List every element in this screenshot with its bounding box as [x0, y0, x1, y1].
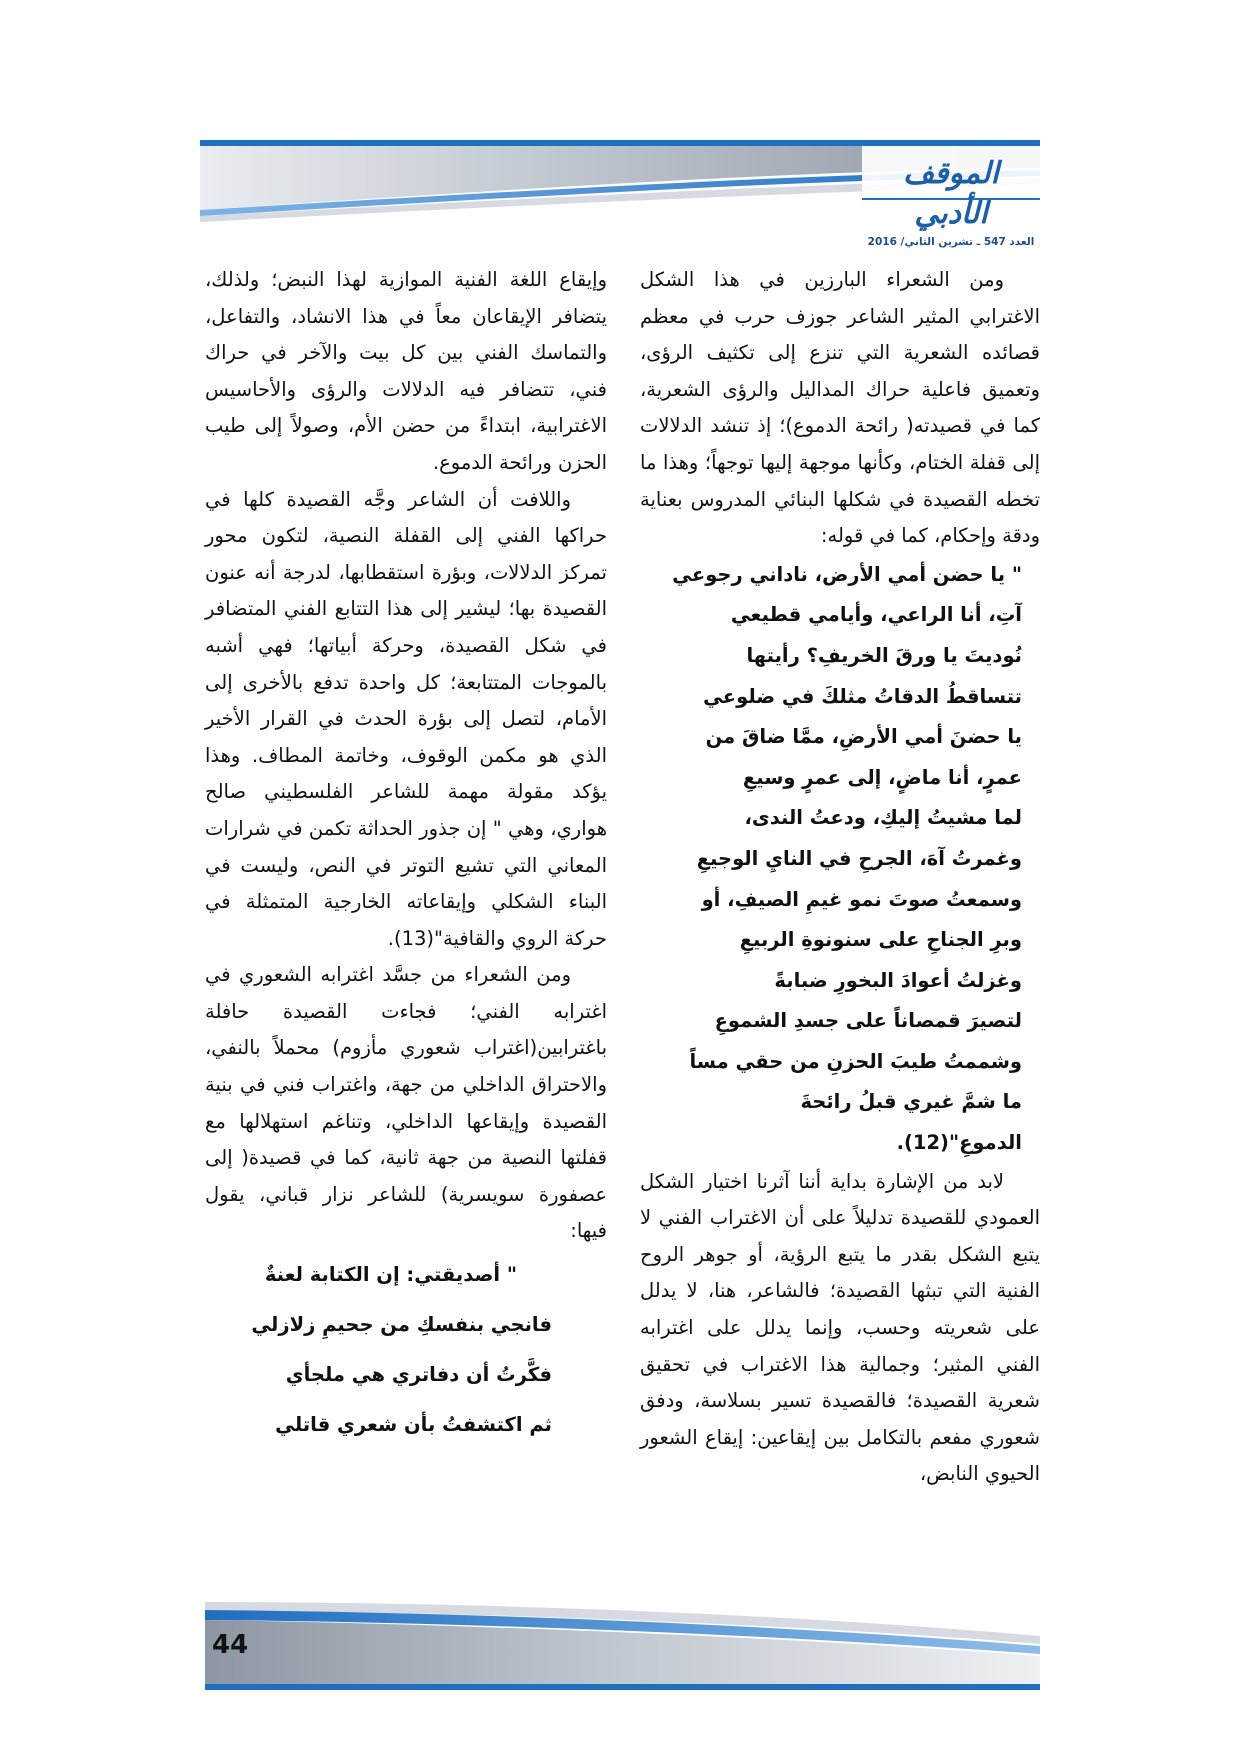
- poem-line: وشممتُ طيبَ الحزنِ من حقي مساً: [689, 1049, 1022, 1073]
- poem-line: لتصيرَ قمصاناً على جسدِ الشموعِ: [714, 1009, 1022, 1033]
- right-column: [640, 262, 1040, 1493]
- poem-line: فانجي بنفسكِ من جحيمِ زلازلي: [251, 1313, 552, 1337]
- poem-line: عمرٍ، أنا ماضٍ، إلى عمرٍ وسيعِ: [742, 765, 1022, 789]
- poem-line: وسمعتُ صوتَ نمو غيمِ الصيفِ، أو: [701, 887, 1022, 911]
- left-column: [205, 262, 607, 1450]
- poem-line: ما شمَّ غيري قبلُ رائحةَ: [800, 1090, 1022, 1114]
- poem-line: تتساقطُ الدقاتُ مثلكَ في ضلوعي: [703, 684, 1022, 708]
- poem-line: لما مشيتُ إليكِ، ودعتُ الندى،: [744, 806, 1022, 830]
- continuation-paragraph: وإيقاع اللغة الفنية الموازية لهذا النبض؛ ولذلك، يتضافر الإيقاعان معاً في هذا الانشاد، والتفاعل، والتماسك الفني بين كل بيت والآخر في حراك فني، تتضافر فيه الدلالات والرؤى والأحاسيس الاغترابية، ابتداءً من حضن الأم، وصولاً إلى طيب الحزن ورائحة الدموع.: [205, 268, 607, 474]
- page-number: 44: [212, 1630, 249, 1660]
- footer-band: [205, 1596, 1040, 1690]
- body-paragraph: ومن الشعراء من جسَّد اغترابه الشعوري في اغترابه الفني؛ فجاءت القصيدة حافلة باغترابين(اغتراب شعوري مأزوم) محملاً بالنفي، والاحتراق الداخلي من جهة، واغتراب فني في بنية القصيدة وإيقاعها الداخلي، وتناغم استهلالها مع قفلتها النصية من جهة ثانية، كما في قصيدة( إلى عصفورة سويسرية) للشاعر نزار قباني، يقول فيها:: [205, 963, 607, 1243]
- poem-line: وغمرتُ آهَ، الجرحِ في النايِ الوجيعِ: [696, 846, 1022, 870]
- poem-line: ثم اكتشفتُ بأن شعري قاتلي: [275, 1413, 552, 1437]
- poem-line: وبرِ الجناحِ على سنونوةِ الربيعِ: [739, 928, 1022, 952]
- intro-paragraph: ومن الشعراء البارزين في هذا الشكل الاغترابي المثير الشاعر جوزف حرب في معظم قصائده الشعرية التي تنزع إلى تكثيف الرؤى، وتعميق فاعلية حراك المداليل والرؤى الشعرية، كما في قصيدته( رائحة الدموع)؛ إذ تنشد الدلالات إلى قفلة الختام، وكأنها موجهة إليها توجهاً؛ وهذا ما تخطه القصيدة في شكلها البنائي المدروس بعناية ودقة وإحكام، كما في قوله:: [640, 268, 1040, 548]
- masthead: [862, 150, 1040, 248]
- poem-block-qabbani: [205, 1250, 607, 1450]
- poem-line: الدموعِ"(12).: [896, 1131, 1022, 1155]
- analysis-paragraph: لابد من الإشارة بداية أننا آثرنا اختيار الشكل العمودي للقصيدة تدليلاً على أن الاغتراب الفني لا يتبع الشكل بقدر ما يتبع الرؤية، أو جوهر الروح الفنية التي تبثها القصيدة؛ فالشاعر، هنا، لا يدلل على شعريته وحسب، وإنما يدلل على اغترابه الفني المثير؛ وجمالية هذا الاغتراب في تحقيق شعرية القصيدة؛ فالقصيدة تسير بسلاسة، ودفق شعوري مفعم بالتكامل بين إيقاعين: إيقاع الشعور الحيوي النابض،: [640, 1169, 1040, 1486]
- poem-line: آتِ، أنا الراعي، وأيامي قطيعي: [730, 603, 1022, 627]
- poem-line: " يا حضن أمي الأرض، ناداني رجوعي: [672, 562, 1022, 586]
- poem-block-harb: [640, 555, 1040, 1164]
- poem-line: وغزلتُ أعوادَ البخورِ ضبابةً: [774, 968, 1022, 992]
- issue-info: العدد 547 ـ تشرين الثاني/ 2016: [867, 236, 1035, 248]
- poem-line: نُوديتَ يا ورقَ الخريفِ؟ رأيتها: [746, 643, 1022, 667]
- body-paragraph: واللافت أن الشاعر وجَّه القصيدة كلها في حراكها الفني إلى القفلة النصية، لتكون محور تمركز الدلالات، وبؤرة استقطابها، لدرجة أنه عنون القصيدة بها؛ ليشير إلى هذا التتابع الفني المتضافر في شكل القصيدة، وحركة أبياتها؛ فهي أشبه بالموجات المتتابعة؛ كل واحدة تدفع بالأخرى إلى الأمام، لتصل إلى بؤرة الحدث في القرار الأخير الذي هو مكمن الوقوف، وخاتمة المطاف. وهذا يؤكد مقولة مهمة للشاعر الفلسطيني صالح هواري، وهي " إن جذور الحداثة تكمن في شرارات المعاني التي تشيع التوتر في النص، وليست في البناء الشكلي وإيقاعاته الخارجية المتمثلة في حركة الروي والقافية"(13).: [205, 487, 607, 950]
- poem-line: يا حضنَ أمي الأرضِ، ممَّا ضاقَ من: [705, 725, 1022, 749]
- magazine-logo: الموقف الأدبي: [903, 156, 999, 231]
- poem-line: فكَّرتُ أن دفاتري هي ملجأي: [285, 1363, 552, 1387]
- footer-swoosh-graphic: [205, 1596, 1040, 1690]
- poem-line: " أصديقتي: إن الكتابة لعنةٌ: [264, 1263, 517, 1287]
